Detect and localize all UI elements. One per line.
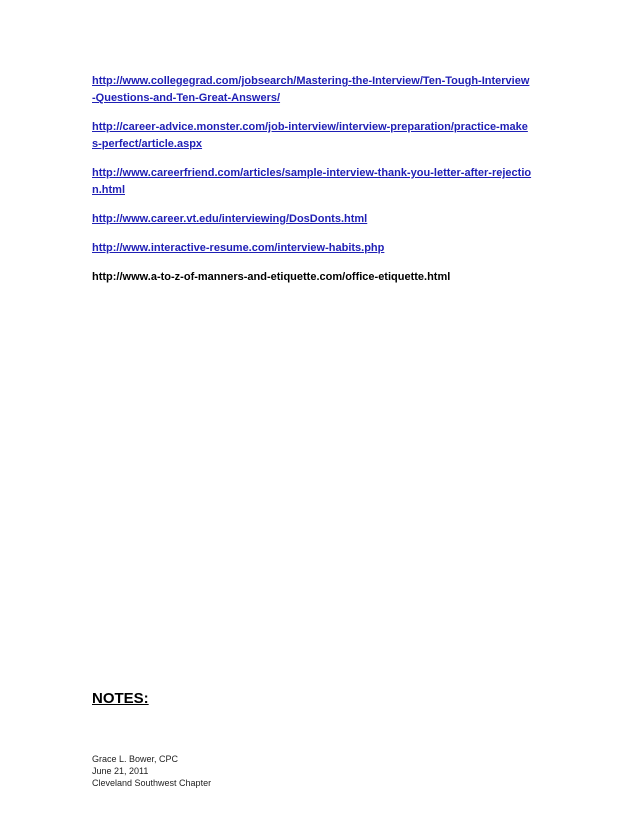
footer (92, 753, 211, 789)
notes-heading: NOTES: (92, 690, 149, 707)
link-collegegrad[interactable]: http://www.collegegrad.com/jobsearch/Mastering-the-Interview/Ten-Tough-Interview-Questions-and-Ten-Great-Answers/ (92, 75, 530, 104)
link-careerfriend[interactable]: http://www.careerfriend.com/articles/sample-interview-thank-you-letter-after-rejection.html (92, 167, 532, 196)
reference-links (92, 73, 532, 298)
footer-chapter: Cleveland Southwest Chapter (92, 778, 212, 788)
footer-date: June 21, 2011 (92, 766, 149, 776)
link-career-vt[interactable]: http://www.career.vt.edu/interviewing/DosDonts.html (92, 213, 368, 225)
link-monster[interactable]: http://career-advice.monster.com/job-interview/interview-preparation/practice-makes-perfect/article.aspx (92, 121, 528, 150)
link-interactive-resume[interactable]: http://www.interactive-resume.com/interview-habits.php (92, 242, 385, 254)
footer-author: Grace L. Bower, CPC (92, 754, 179, 764)
link-manners-etiquette: http://www.a-to-z-of-manners-and-etiquette.com/office-etiquette.html (92, 271, 451, 283)
